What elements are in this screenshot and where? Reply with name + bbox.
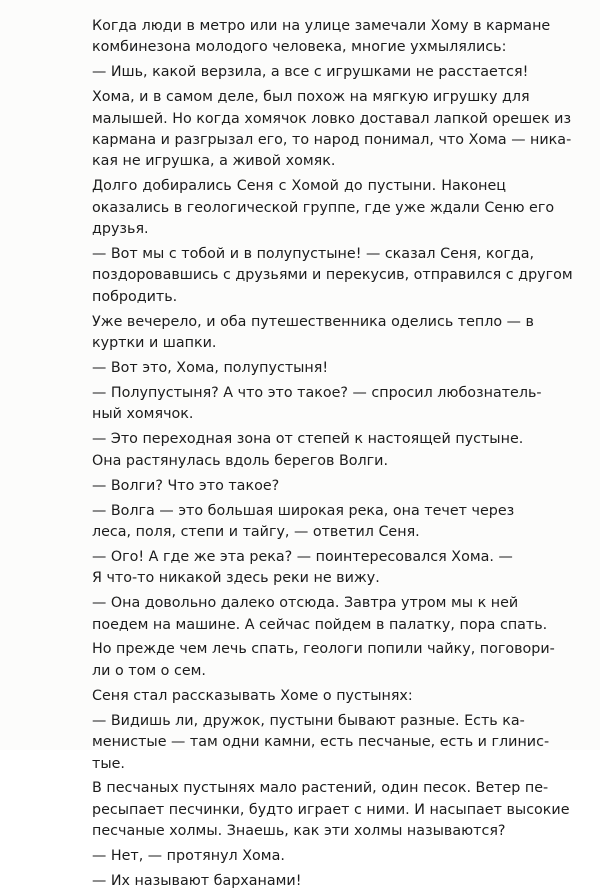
paragraph bbox=[74, 686, 506, 707]
text-line: кармана и разгрызал его, то народ понимал, что Хома — ника- bbox=[92, 132, 572, 149]
text-line: поздоровавшись с друзьями и перекусив, отправился с другом bbox=[92, 267, 573, 284]
paragraph bbox=[74, 429, 524, 472]
paragraph bbox=[74, 476, 506, 497]
paragraph bbox=[74, 358, 506, 379]
text-line: побродить. bbox=[92, 288, 178, 305]
paragraph bbox=[74, 244, 573, 308]
text-line: ресыпает песчинки, будто играет с ними. И насыпает высокие bbox=[92, 801, 570, 818]
text-line: поедем на машине. А сейчас пойдем в палатку, пора спать. bbox=[92, 616, 548, 633]
text-line: — Это переходная зона от степей к настоящей пустыне. bbox=[92, 431, 524, 448]
text-line: Когда люди в метро или на улице замечали Хому в кармане bbox=[92, 18, 551, 34]
text-line: кая не игрушка, а живой хомяк. bbox=[92, 153, 336, 170]
paragraph bbox=[74, 778, 570, 842]
paragraph bbox=[74, 87, 572, 173]
paragraph bbox=[74, 639, 555, 682]
text-line: Хома, и в самом деле, был похож на мягкую игрушку для bbox=[92, 89, 530, 106]
text-line: малышей. Но когда хомячок ловко доставал лапкой орешек из bbox=[92, 110, 572, 127]
text-line: — Она довольно далеко отсюда. Завтра утром мы к ней bbox=[92, 595, 519, 612]
paragraph bbox=[74, 16, 551, 59]
text-line: Долго добирались Сеня с Хомой до пустыни. Наконец bbox=[92, 178, 506, 195]
text-line: куртки и шапки. bbox=[92, 335, 217, 352]
paragraph bbox=[74, 593, 548, 636]
text-line: оказались в геологической группе, где уже ждали Сеню его bbox=[92, 199, 555, 216]
text-line: комбинезона молодого человека, многие ухмылялись: bbox=[92, 39, 507, 56]
text-line: — Нет, — протянул Хома. bbox=[92, 848, 285, 865]
text-line: леса, поля, степи и тайгу, — ответил Сеня. bbox=[92, 523, 420, 540]
paragraph bbox=[74, 501, 515, 544]
paragraph bbox=[74, 871, 506, 892]
text-line: ный хомячок. bbox=[92, 406, 194, 423]
text-line: менистые — там одни камни, есть песчаные, есть и глинис- bbox=[92, 734, 550, 751]
paragraph bbox=[74, 547, 513, 590]
text-line: В песчаных пустынях мало растений, один песок. Ветер пе- bbox=[92, 780, 549, 797]
paragraph bbox=[74, 711, 550, 775]
paragraph bbox=[74, 312, 534, 355]
text-line: — Их называют барханами! bbox=[92, 873, 302, 890]
text-line: ли о том о сем. bbox=[92, 662, 206, 679]
text-line: — Волга — это большая широкая река, она течет через bbox=[92, 502, 515, 519]
page-text bbox=[74, 16, 573, 896]
text-line: друзья. bbox=[92, 221, 149, 238]
text-line: Но прежде чем лечь спать, геологи попили чайку, поговори- bbox=[92, 641, 555, 658]
text-line: Сеня стал рассказывать Хоме о пустынях: bbox=[92, 687, 413, 704]
paragraph bbox=[74, 846, 506, 867]
text-line: тые. bbox=[92, 755, 125, 772]
text-line: — Вот это, Хома, полупустыня! bbox=[92, 360, 329, 377]
text-line: — Полупустыня? А что это такое? — спросил любознатель- bbox=[92, 385, 542, 401]
text-line: Уже вечерело, и оба путешественника оделись тепло — в bbox=[92, 313, 534, 330]
text-line: — Видишь ли, дружок, пустыни бывают разные. Есть ка- bbox=[92, 712, 525, 729]
text-line: — Вот мы с тобой и в полупустыне! — сказал Сеня, когда, bbox=[92, 246, 535, 263]
paragraph bbox=[74, 176, 555, 240]
text-line: — Ишь, какой верзила, а все с игрушками не расстается! bbox=[92, 64, 529, 81]
text-line: Я что-то никакой здесь реки не вижу. bbox=[92, 570, 380, 587]
text-line: песчаные холмы. Знаешь, как эти холмы называются? bbox=[92, 823, 506, 840]
text-line: Она растянулась вдоль берегов Волги. bbox=[92, 452, 388, 469]
paragraph bbox=[74, 62, 529, 83]
paragraph bbox=[74, 383, 542, 426]
text-line: — Ого! А где же эта река? — поинтересовался Хома. — bbox=[92, 548, 513, 565]
text-line: — Волги? Что это такое? bbox=[92, 477, 280, 494]
